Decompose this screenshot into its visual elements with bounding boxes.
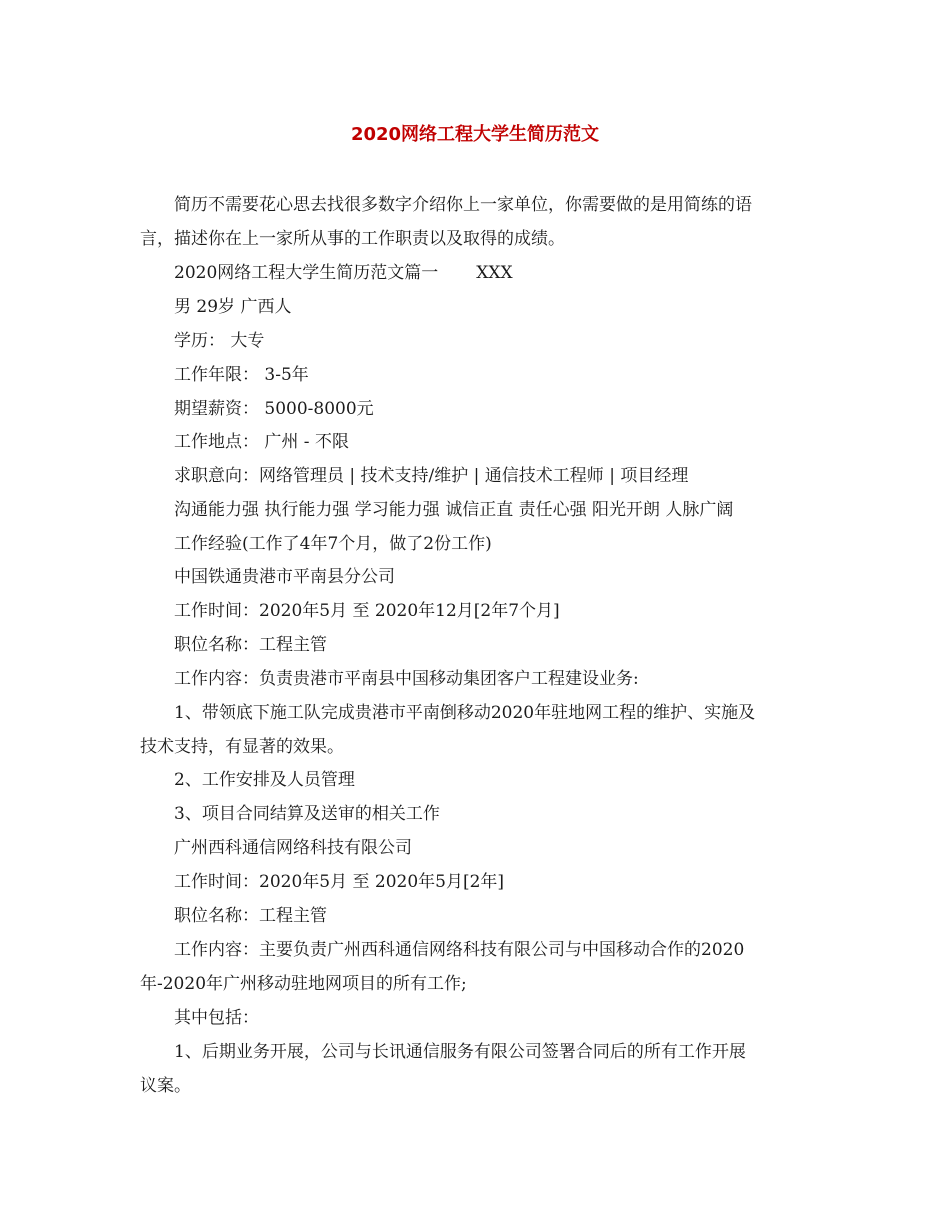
profile-education: 学历： 大专 <box>174 331 265 351</box>
experience-summary: 工作经验(工作了4年7个月，做了2份工作) <box>174 534 492 554</box>
job2-includes: 其中包括： <box>174 1008 259 1028</box>
job1-item2: 2、工作安排及人员管理 <box>174 770 355 790</box>
job2-item1-line2: 议案。 <box>140 1076 191 1096</box>
job1-item3: 3、项目合同结算及送审的相关工作 <box>174 804 440 824</box>
job2-position: 职位名称：工程主管 <box>174 906 327 926</box>
job1-time: 工作时间：2020年5月 至 2020年12月[2年7个月] <box>174 601 560 621</box>
profile-basic: 男 29岁 广西人 <box>174 297 292 317</box>
job2-content-line2: 年-2020年广州移动驻地网项目的所有工作; <box>140 974 467 994</box>
profile-years: 工作年限： 3-5年 <box>174 365 309 385</box>
profile-intention: 求职意向：网络管理员 | 技术支持/维护 | 通信技术工程师 | 项目经理 <box>174 466 689 486</box>
job1-position: 职位名称：工程主管 <box>174 635 327 655</box>
job2-content-line1: 工作内容：主要负责广州西科通信网络科技有限公司与中国移动合作的2020 <box>174 940 745 960</box>
profile-location: 工作地点： 广州 - 不限 <box>174 432 349 452</box>
profile-traits: 沟通能力强 执行能力强 学习能力强 诚信正直 责任心强 阳光开朗 人脉广阔 <box>174 500 734 520</box>
job2-item1-line1: 1、后期业务开展，公司与长讯通信服务有限公司签署合同后的所有工作开展 <box>174 1042 746 1062</box>
candidate-name: XXX <box>476 263 513 283</box>
job1-item1-line2: 技术支持，有显著的效果。 <box>140 737 344 757</box>
section-heading-text: 2020网络工程大学生简历范文篇一 <box>174 263 439 283</box>
job2-time: 工作时间：2020年5月 至 2020年5月[2年] <box>174 872 505 892</box>
profile-salary: 期望薪资： 5000-8000元 <box>174 399 374 419</box>
job1-content: 工作内容：负责贵港市平南县中国移动集团客户工程建设业务: <box>174 669 639 689</box>
job1-item1-line1: 1、带领底下施工队完成贵港市平南倒移动2020年驻地网工程的维护、实施及 <box>174 703 756 723</box>
intro-line-2: 言，描述你在上一家所从事的工作职责以及取得的成绩。 <box>140 229 565 249</box>
job2-company: 广州西科通信网络科技有限公司 <box>174 838 412 858</box>
intro-line-1: 简历不需要花心思去找很多数字介绍你上一家单位，你需要做的是用简练的语 <box>174 195 752 215</box>
document-title: 2020网络工程大学生简历范文 <box>350 124 600 145</box>
section-heading <box>0 259 950 287</box>
job1-company: 中国铁通贵港市平南县分公司 <box>174 567 395 587</box>
